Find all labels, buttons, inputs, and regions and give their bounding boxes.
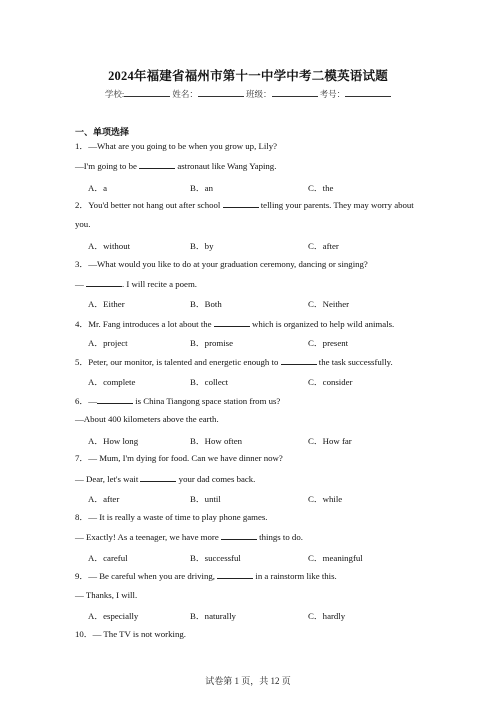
q9-option-a[interactable]: A．especially xyxy=(88,611,139,621)
question-6-answer: —About 400 kilometers above the earth. xyxy=(75,414,219,424)
q2-part1: 2．You'd better not hang out after school xyxy=(75,200,223,210)
answer-blank[interactable] xyxy=(214,318,250,327)
question-3-stem xyxy=(75,259,368,270)
page-title: 2024年福建省福州市第十一中学中考二模英语试题 xyxy=(108,69,388,83)
question-3-answer xyxy=(75,278,197,290)
question-4-stem xyxy=(75,318,394,330)
school-blank[interactable] xyxy=(124,88,170,97)
question-9-stem xyxy=(75,570,337,582)
question-5-stem xyxy=(75,356,393,368)
question-8-stem: 8．— It is really a waste of time to play phone games. xyxy=(75,512,268,522)
question-7-answer xyxy=(75,473,255,485)
question-6-stem xyxy=(75,395,280,407)
q8-part1: — Exactly! As a teenager, we have more xyxy=(75,532,221,542)
answer-blank[interactable] xyxy=(217,570,253,579)
answer-blank[interactable] xyxy=(223,199,259,208)
q1-option-a[interactable]: A．a xyxy=(88,183,108,193)
q5-option-c[interactable]: C．consider xyxy=(308,377,353,387)
q5-part2: the task successfully. xyxy=(316,357,393,367)
page-footer: 试卷第 1 页，共 12 页 xyxy=(205,676,291,686)
q8-part2: things to do. xyxy=(256,532,303,542)
q6-part1: 6．— xyxy=(75,396,97,406)
question-1-answer xyxy=(75,160,276,172)
student-info-line xyxy=(0,88,496,100)
school-label: 学校: xyxy=(104,89,125,99)
q2-option-a[interactable]: A．without xyxy=(88,241,131,251)
q1-line2a: —I'm going to be xyxy=(75,161,140,171)
question-2-stem xyxy=(75,196,415,234)
q1-option-b[interactable]: B．an xyxy=(190,183,213,193)
class-blank[interactable] xyxy=(272,88,318,97)
q1-line2b: astronaut like Wang Yaping. xyxy=(175,161,277,171)
section-heading: 一、单项选择 xyxy=(75,127,130,137)
q1-line1: 1．—What are you going to be when you grow up, Lily? xyxy=(75,141,278,151)
q5-option-b[interactable]: B．collect xyxy=(190,377,229,387)
q7-part2: your dad comes back. xyxy=(176,474,256,484)
q5-part1: 5．Peter, our monitor, is talented and energetic enough to xyxy=(75,357,281,367)
answer-blank[interactable] xyxy=(140,473,176,482)
q7-part1: — Dear, let's wait xyxy=(75,474,141,484)
question-8-answer xyxy=(75,531,303,543)
q8-option-a[interactable]: A．careful xyxy=(88,553,128,563)
exam-no-blank[interactable] xyxy=(345,88,391,97)
answer-blank[interactable] xyxy=(139,160,175,169)
q6-part2: is China Tiangong space station from us? xyxy=(133,396,281,406)
q3-line1: 3．—What would you like to do at your graduation ceremony, dancing or singing? xyxy=(75,259,368,269)
q2-option-b[interactable]: B．by xyxy=(190,241,214,251)
q9-option-b[interactable]: B．naturally xyxy=(190,611,236,621)
q5-option-a[interactable]: A．complete xyxy=(88,377,136,387)
q9-part2: in a rainstorm like this. xyxy=(253,571,337,581)
q6-option-c[interactable]: C．How far xyxy=(308,436,352,446)
q4-option-a[interactable]: A．project xyxy=(88,338,128,348)
answer-blank[interactable] xyxy=(221,531,257,540)
q3-option-a[interactable]: A．Either xyxy=(88,299,125,309)
class-label: 班级： xyxy=(245,89,272,99)
name-label: 姓名： xyxy=(172,89,198,99)
q6-option-a[interactable]: A．How long xyxy=(88,436,139,446)
q9-part1: 9．— Be careful when you are driving, xyxy=(75,571,218,581)
q6-option-b[interactable]: B．How often xyxy=(190,436,243,446)
q3-line2a: — xyxy=(75,279,86,289)
q2-part2: telling your parents. They may worry about you. xyxy=(75,200,414,229)
q7-option-c[interactable]: C．while xyxy=(308,494,343,504)
question-10-stem: 10．— The TV is not working. xyxy=(75,629,186,639)
question-7-stem: 7．— Mum, I'm dying for food. Can we have dinner now? xyxy=(75,453,283,463)
q7-option-b[interactable]: B．until xyxy=(190,494,221,504)
q8-option-c[interactable]: C．meaningful xyxy=(308,553,363,563)
q3-option-b[interactable]: B．Both xyxy=(190,299,222,309)
name-blank[interactable] xyxy=(198,88,244,97)
answer-blank[interactable] xyxy=(86,278,122,287)
q2-option-c[interactable]: C．after xyxy=(308,241,339,251)
answer-blank[interactable] xyxy=(281,356,317,365)
question-1-stem xyxy=(75,141,277,152)
q4-option-c[interactable]: C．present xyxy=(308,338,349,348)
q4-part2: which is organized to help wild animals. xyxy=(249,319,395,329)
q3-line2b: . I will recite a poem. xyxy=(122,279,197,289)
q4-option-b[interactable]: B．promise xyxy=(190,338,234,348)
q8-option-b[interactable]: B．successful xyxy=(190,553,241,563)
q9-option-c[interactable]: C．hardly xyxy=(308,611,346,621)
q4-part1: 4．Mr. Fang introduces a lot about the xyxy=(75,319,214,329)
question-9-answer: — Thanks, I will. xyxy=(75,590,138,600)
q3-option-c[interactable]: C．Neither xyxy=(308,299,350,309)
q7-option-a[interactable]: A．after xyxy=(88,494,120,504)
answer-blank[interactable] xyxy=(97,395,133,404)
exam-no-label: 考号： xyxy=(319,89,346,99)
q1-option-c[interactable]: C．the xyxy=(308,183,334,193)
